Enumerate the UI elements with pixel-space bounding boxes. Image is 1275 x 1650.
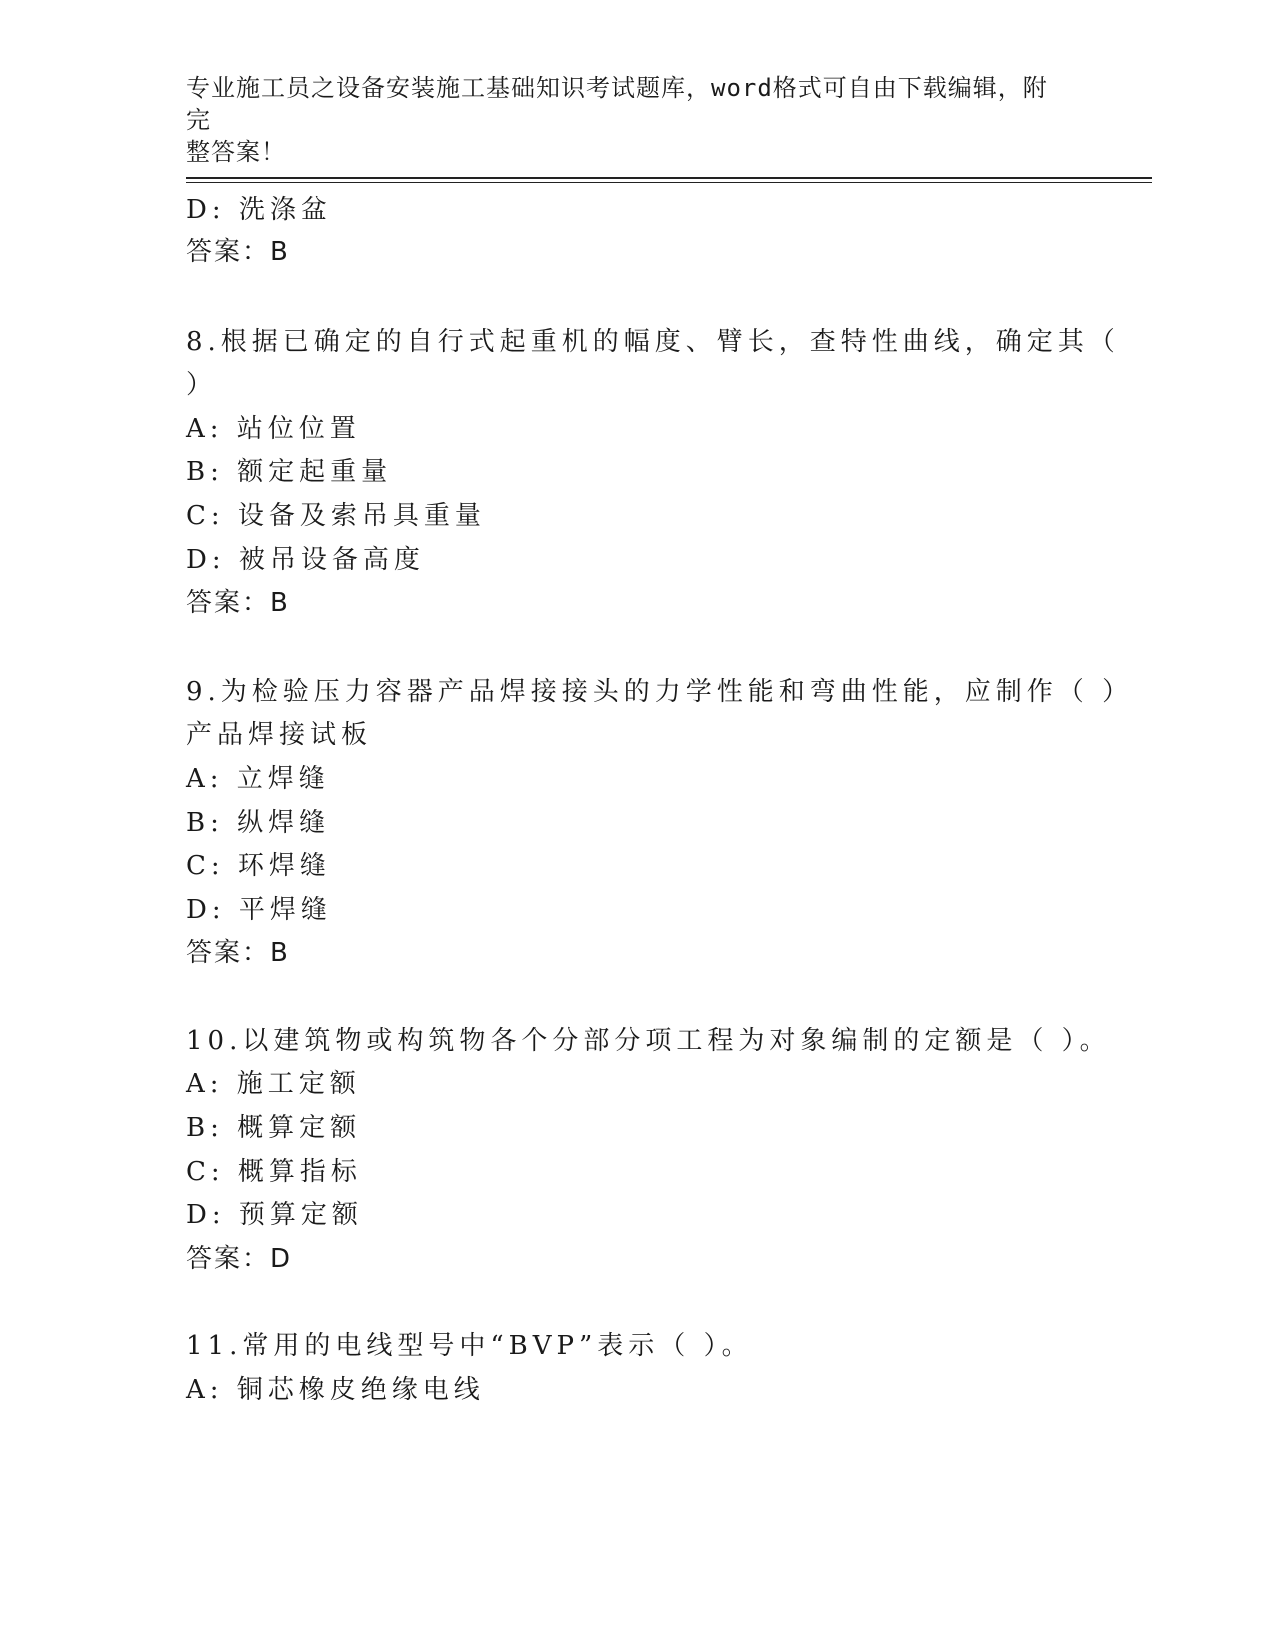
q10-option-a: A: 施工定额 (186, 1069, 361, 1099)
q8-answer: 答案：B (186, 588, 290, 618)
q10-option-b: B: 概算定额 (186, 1113, 362, 1143)
q11-option-a: A: 铜芯橡皮绝缘电线 (186, 1375, 485, 1405)
q8-option-b: B: 额定起重量 (186, 457, 393, 487)
q8-option-d: D: 被吊设备高度 (186, 545, 425, 575)
q10-option-d: D: 预算定额 (186, 1200, 363, 1230)
header-divider-thin (186, 182, 1152, 183)
q9-option-b: B: 纵焊缝 (186, 808, 331, 838)
q10-stem-line-1: 10.以建筑物或构筑物各个分部分项工程为对象编制的定额是（ ）。 (186, 1026, 1111, 1056)
header-divider-thick (186, 177, 1152, 179)
q9-stem-line-2: 产品焊接试板 (186, 720, 373, 750)
q7-answer: 答案：B (186, 237, 290, 267)
q9-answer: 答案：B (186, 938, 290, 968)
document-header (186, 72, 1066, 168)
q8-stem-line-1: 8.根据已确定的自行式起重机的幅度、臂长，查特性曲线，确定其（ (186, 327, 1120, 357)
q9-stem-line-1: 9.为检验压力容器产品焊接接头的力学性能和弯曲性能，应制作（ ） (186, 677, 1134, 707)
q9-option-a: A: 立焊缝 (186, 764, 330, 794)
q10-answer: 答案：D (186, 1244, 293, 1274)
q9-option-c: C: 环焊缝 (186, 851, 331, 881)
header-line-2: 整答案！ (186, 138, 286, 166)
q8-option-c: C: 设备及索吊具重量 (186, 501, 486, 531)
header-line-1: 专业施工员之设备安装施工基础知识考试题库，word格式可自由下载编辑，附完 (186, 74, 1048, 134)
q9-option-d: D: 平焊缝 (186, 895, 332, 925)
q11-stem-line-1: 11.常用的电线型号中“BVP”表示（ ）。 (186, 1331, 753, 1361)
q8-stem-line-2: ） (186, 370, 218, 400)
q10-option-c: C: 概算指标 (186, 1157, 362, 1187)
q8-option-a: A: 站位位置 (186, 414, 361, 444)
q7-option-d: D: 洗涤盆 (186, 195, 332, 225)
